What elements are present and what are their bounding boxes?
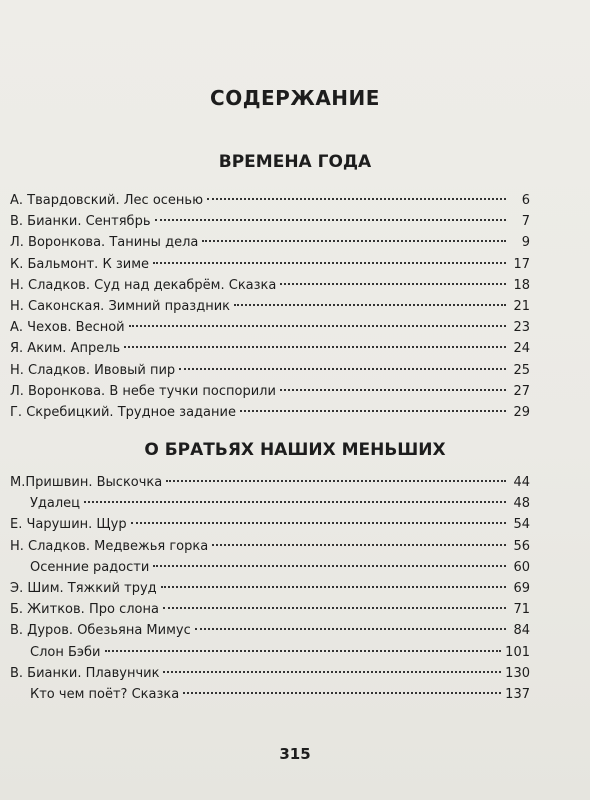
dot-leader xyxy=(280,283,506,285)
entry-page: 17 xyxy=(513,256,530,272)
dot-leader xyxy=(105,650,502,652)
dot-leader xyxy=(240,410,506,412)
entry-page: 23 xyxy=(513,320,530,336)
entry-page: 48 xyxy=(513,496,530,512)
toc-entry[interactable] xyxy=(10,211,530,232)
toc-entry[interactable] xyxy=(10,381,530,402)
toc-entry[interactable] xyxy=(10,190,530,211)
entry-page: 84 xyxy=(513,623,530,639)
entry-page: 27 xyxy=(513,383,530,399)
dot-leader xyxy=(280,389,506,391)
entry-title: В. Бианки. Плавунчик xyxy=(10,665,160,681)
entry-page: 71 xyxy=(513,602,530,618)
dot-leader xyxy=(124,346,506,348)
dot-leader xyxy=(155,219,507,221)
dot-leader xyxy=(166,480,506,482)
toc-entry[interactable] xyxy=(10,620,530,641)
toc-entry[interactable] xyxy=(10,402,530,423)
entry-page: 25 xyxy=(513,362,530,378)
section-title-animals: О БРАТЬЯХ НАШИХ МЕНЬШИХ xyxy=(144,440,446,460)
toc-entry[interactable] xyxy=(10,232,530,253)
dot-leader xyxy=(153,262,506,264)
entry-title: Н. Сладков. Ивовый пир xyxy=(10,362,176,378)
dot-leader xyxy=(84,501,506,503)
entry-page: 21 xyxy=(513,298,530,314)
dot-leader xyxy=(207,198,506,200)
entry-title: Л. Воронкова. В небе тучки поспорили xyxy=(10,383,276,399)
entry-title: Н. Сладков. Медвежья горка xyxy=(10,538,209,554)
dot-leader xyxy=(163,607,506,609)
entry-title: К. Бальмонт. К зиме xyxy=(10,256,149,272)
dot-leader xyxy=(153,565,506,567)
entry-page: 29 xyxy=(513,404,530,420)
entry-title: Осенние радости xyxy=(30,559,150,575)
entry-page: 130 xyxy=(505,665,530,681)
entry-title: Н. Сладков. Суд над декабрём. Сказка xyxy=(10,277,277,293)
toc-entry[interactable] xyxy=(10,254,530,275)
entry-title: Г. Скребицкий. Трудное задание xyxy=(10,404,236,420)
entry-title: Е. Чарушин. Щур xyxy=(10,517,127,533)
dot-leader xyxy=(202,240,506,242)
entry-page: 137 xyxy=(505,686,530,702)
dot-leader xyxy=(131,522,506,524)
toc-list-seasons xyxy=(10,190,530,423)
entry-page: 56 xyxy=(513,538,530,554)
toc-entry[interactable] xyxy=(10,317,530,338)
entry-page: 60 xyxy=(513,559,530,575)
dot-leader xyxy=(163,671,501,673)
entry-title: А. Чехов. Весной xyxy=(10,320,125,336)
entry-page: 69 xyxy=(513,580,530,596)
entry-title: М.Пришвин. Выскочка xyxy=(10,475,163,490)
dot-leader xyxy=(234,304,506,306)
entry-page: 24 xyxy=(513,341,530,357)
page-number: 315 xyxy=(279,745,311,763)
entry-page: 9 xyxy=(521,235,530,251)
entry-title: Я. Аким. Апрель xyxy=(10,341,121,357)
toc-entry[interactable] xyxy=(10,663,530,684)
entry-title: Слон Бэби xyxy=(30,644,101,660)
toc-entry[interactable] xyxy=(10,338,530,359)
toc-entry[interactable] xyxy=(10,296,530,317)
entry-page: 54 xyxy=(513,517,530,533)
entry-page: 7 xyxy=(521,214,530,230)
toc-list-animals xyxy=(10,472,530,705)
entry-page: 44 xyxy=(513,475,530,490)
toc-entry[interactable] xyxy=(10,472,530,493)
dot-leader xyxy=(195,628,506,630)
toc-entry[interactable] xyxy=(10,557,530,578)
dot-leader xyxy=(183,692,501,694)
entry-title: Б. Житков. Про слона xyxy=(10,602,159,618)
entry-title: А. Твардовский. Лес осенью xyxy=(10,193,204,208)
entry-page: 6 xyxy=(521,193,530,208)
dot-leader xyxy=(161,586,506,588)
entry-page: 18 xyxy=(513,277,530,293)
entry-title: Л. Воронкова. Танины дела xyxy=(10,235,199,251)
dot-leader xyxy=(129,325,506,327)
entry-title: В. Бианки. Сентябрь xyxy=(10,214,151,230)
entry-title: Н. Саконская. Зимний праздник xyxy=(10,298,230,314)
toc-entry[interactable] xyxy=(10,684,530,705)
entry-page: 101 xyxy=(505,644,530,660)
toc-entry[interactable] xyxy=(10,360,530,381)
toc-entry[interactable] xyxy=(10,642,530,663)
entry-title: Удалец xyxy=(30,496,81,512)
dot-leader xyxy=(212,544,506,546)
toc-entry[interactable] xyxy=(10,275,530,296)
dot-leader xyxy=(179,368,506,370)
toc-entry[interactable] xyxy=(10,578,530,599)
toc-entry[interactable] xyxy=(10,493,530,514)
entry-title: Э. Шим. Тяжкий труд xyxy=(10,580,157,596)
entry-title: Кто чем поёт? Сказка xyxy=(30,686,180,702)
toc-entry[interactable] xyxy=(10,536,530,557)
entry-title: В. Дуров. Обезьяна Мимус xyxy=(10,623,191,639)
toc-entry[interactable] xyxy=(10,599,530,620)
section-title-seasons: ВРЕМЕНА ГОДА xyxy=(218,152,372,172)
contents-heading: СОДЕРЖАНИЕ xyxy=(210,86,380,110)
toc-entry[interactable] xyxy=(10,514,530,535)
